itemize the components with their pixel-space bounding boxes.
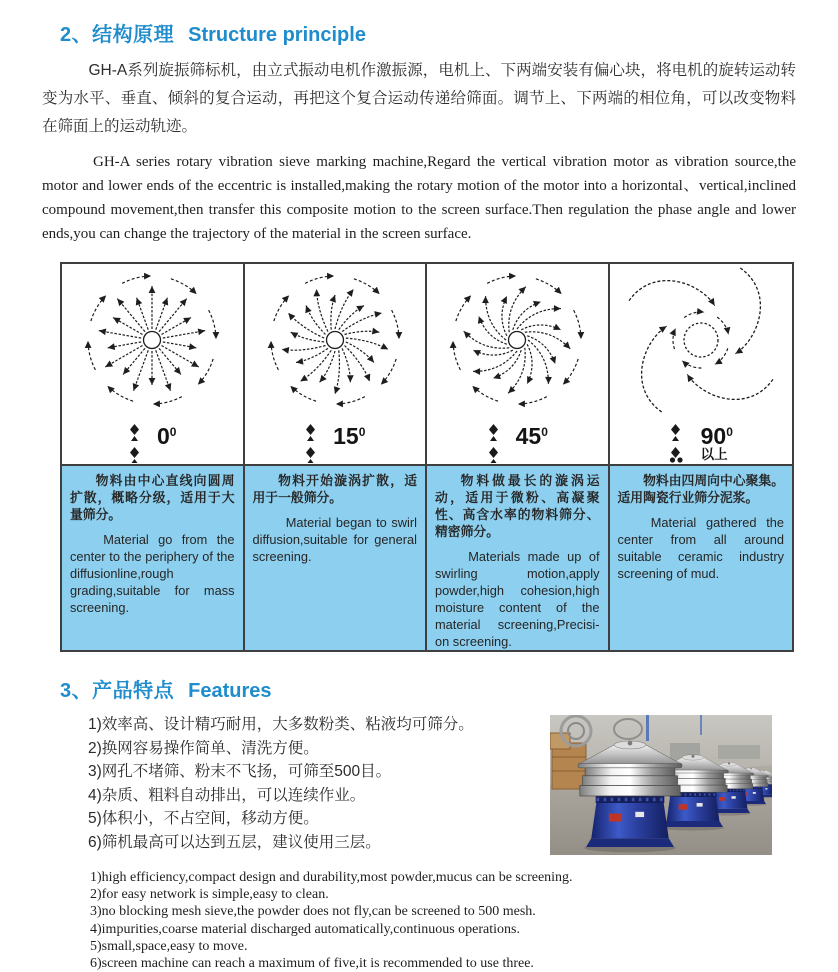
desc-zh: 物料开始漩涡扩散，适用于一般筛分。 — [252, 473, 417, 505]
feature-item: 6)筛机最高可以达到五层，建议使用三层。 — [88, 833, 381, 851]
feature-item: 3)网孔不堵筛、粉末不飞扬，可筛至500目。 — [88, 763, 392, 780]
sieve-machines-photo — [550, 715, 772, 855]
swirl-diffusion-15-icon — [252, 266, 418, 414]
feature-item-en: 3)no blocking mesh sieve,the powder does not fly,can be screened to 500 mesh. — [90, 904, 536, 920]
eccentric-block-icon — [128, 423, 141, 463]
structure-paragraph-en: GH-A series rotary vibration sieve marking machine,Regard the vertical vibration motor as vibration source,the motor and lower ends of the eccentric is installed,making the rotary motion of the motor into a horizontal、vertical,inclined compound movement,then transfer this composite motion to the screen surface.Then regulation the phase angle and lower ends,you can change the trajectory of the material in the screen surface. — [42, 154, 796, 242]
angle-label-row — [427, 419, 608, 467]
desc-en: Material go from the center to the periphery of the diffusionline,rough grading,suitable for mass screening. — [70, 532, 235, 615]
feature-item: 4)杂质、粗料自动排出，可以连续作业。 — [88, 786, 366, 804]
desc-en: Material began to swirl diffusion,suitable for general screening. — [252, 515, 417, 564]
diagram-cell-45deg — [427, 264, 610, 464]
diagram-cell-0deg — [62, 264, 245, 464]
desc-cell-90deg — [610, 464, 793, 650]
angle-label-row — [245, 419, 426, 467]
feature-item-en: 1)high efficiency,compact design and durability,most powder,mucus can be screening. — [90, 870, 573, 885]
feature-item-en: 2)for easy network is simple,easy to clean. — [90, 887, 329, 903]
features-heading-en: Features — [188, 680, 272, 702]
angle-label-row — [610, 419, 793, 467]
structure-paragraph-zh: GH-A系列旋振筛标机，由立式振动电机作激振源，电机上、下两端安装有偏心块，将电机的旋转运动转变为水平、垂直、倾斜的复合运动，再把这个复合运动传递给筛面。调节上、下两端的相位角，可以改变物料在筛面上的运动轨迹。 — [42, 62, 796, 135]
structure-heading-zh: 2、结构原理 — [60, 24, 175, 46]
feature-item: 5)体积小，不占空间，移动方便。 — [88, 810, 319, 827]
features-heading-zh: 3、产品特点 — [60, 680, 175, 702]
desc-zh: 物料由四周向中心聚集。适用陶瓷行业筛分泥浆。 — [617, 473, 784, 505]
angle-label: $0^0$ — [157, 423, 177, 449]
desc-en: Materials made up of swirling motion,apply powder,high cohesion,high moisture content of the material screening,Precisi-on screening. — [435, 549, 600, 649]
desc-cell-15deg — [245, 464, 428, 650]
desc-cell-0deg — [62, 464, 245, 650]
desc-zh: 物料做最长的漩涡运动，适用于微粉、高凝聚性、高含水率的物料筛分、精密筛分。 — [435, 473, 600, 539]
diagram-cell-90deg — [610, 264, 793, 464]
angle-label: $45^0$ — [515, 423, 548, 449]
feature-item-en: 5)small,space,easy to move. — [90, 938, 248, 954]
angle-label: $90^0$ 以上 — [700, 423, 733, 462]
structure-heading-en: Structure principle — [188, 24, 366, 46]
features-list-en — [90, 869, 796, 972]
swirl-motion-45-icon — [434, 266, 600, 414]
feature-item-en: 6)screen machine can reach a maximum of five,it is recommended to use three. — [90, 956, 534, 972]
desc-zh: 物料由中心直线向圆周扩散，概略分级，适用于大量筛分。 — [70, 473, 235, 522]
product-photo — [550, 715, 772, 855]
features-list-zh — [88, 713, 508, 855]
features-row — [88, 713, 796, 855]
structure-section-heading — [60, 18, 796, 47]
converge-90-plus-icon — [618, 266, 784, 414]
feature-item: 2)换网容易操作简单、清洗方便。 — [88, 739, 319, 757]
eccentric-block-icon — [304, 423, 317, 463]
features-section-heading — [60, 674, 796, 703]
feature-item-en: 4)impurities,coarse material discharged automatically,continuous operations. — [90, 921, 520, 937]
diagram-cell-15deg — [245, 264, 428, 464]
motion-pattern-table — [60, 262, 794, 652]
feature-item: 1)效率高、设计精巧耐用，大多数粉类、粘液均可筛分。 — [88, 716, 474, 733]
angle-label-row — [62, 419, 243, 467]
eccentric-block-icon — [487, 423, 500, 463]
eccentric-block-icon — [669, 423, 685, 463]
radial-diffusion-0-icon — [69, 266, 235, 414]
desc-en: Material gathered the center from all around suitable ceramic industry screening of mud. — [617, 515, 784, 581]
angle-label: $15^0$ — [333, 423, 366, 449]
desc-cell-45deg — [427, 464, 610, 650]
